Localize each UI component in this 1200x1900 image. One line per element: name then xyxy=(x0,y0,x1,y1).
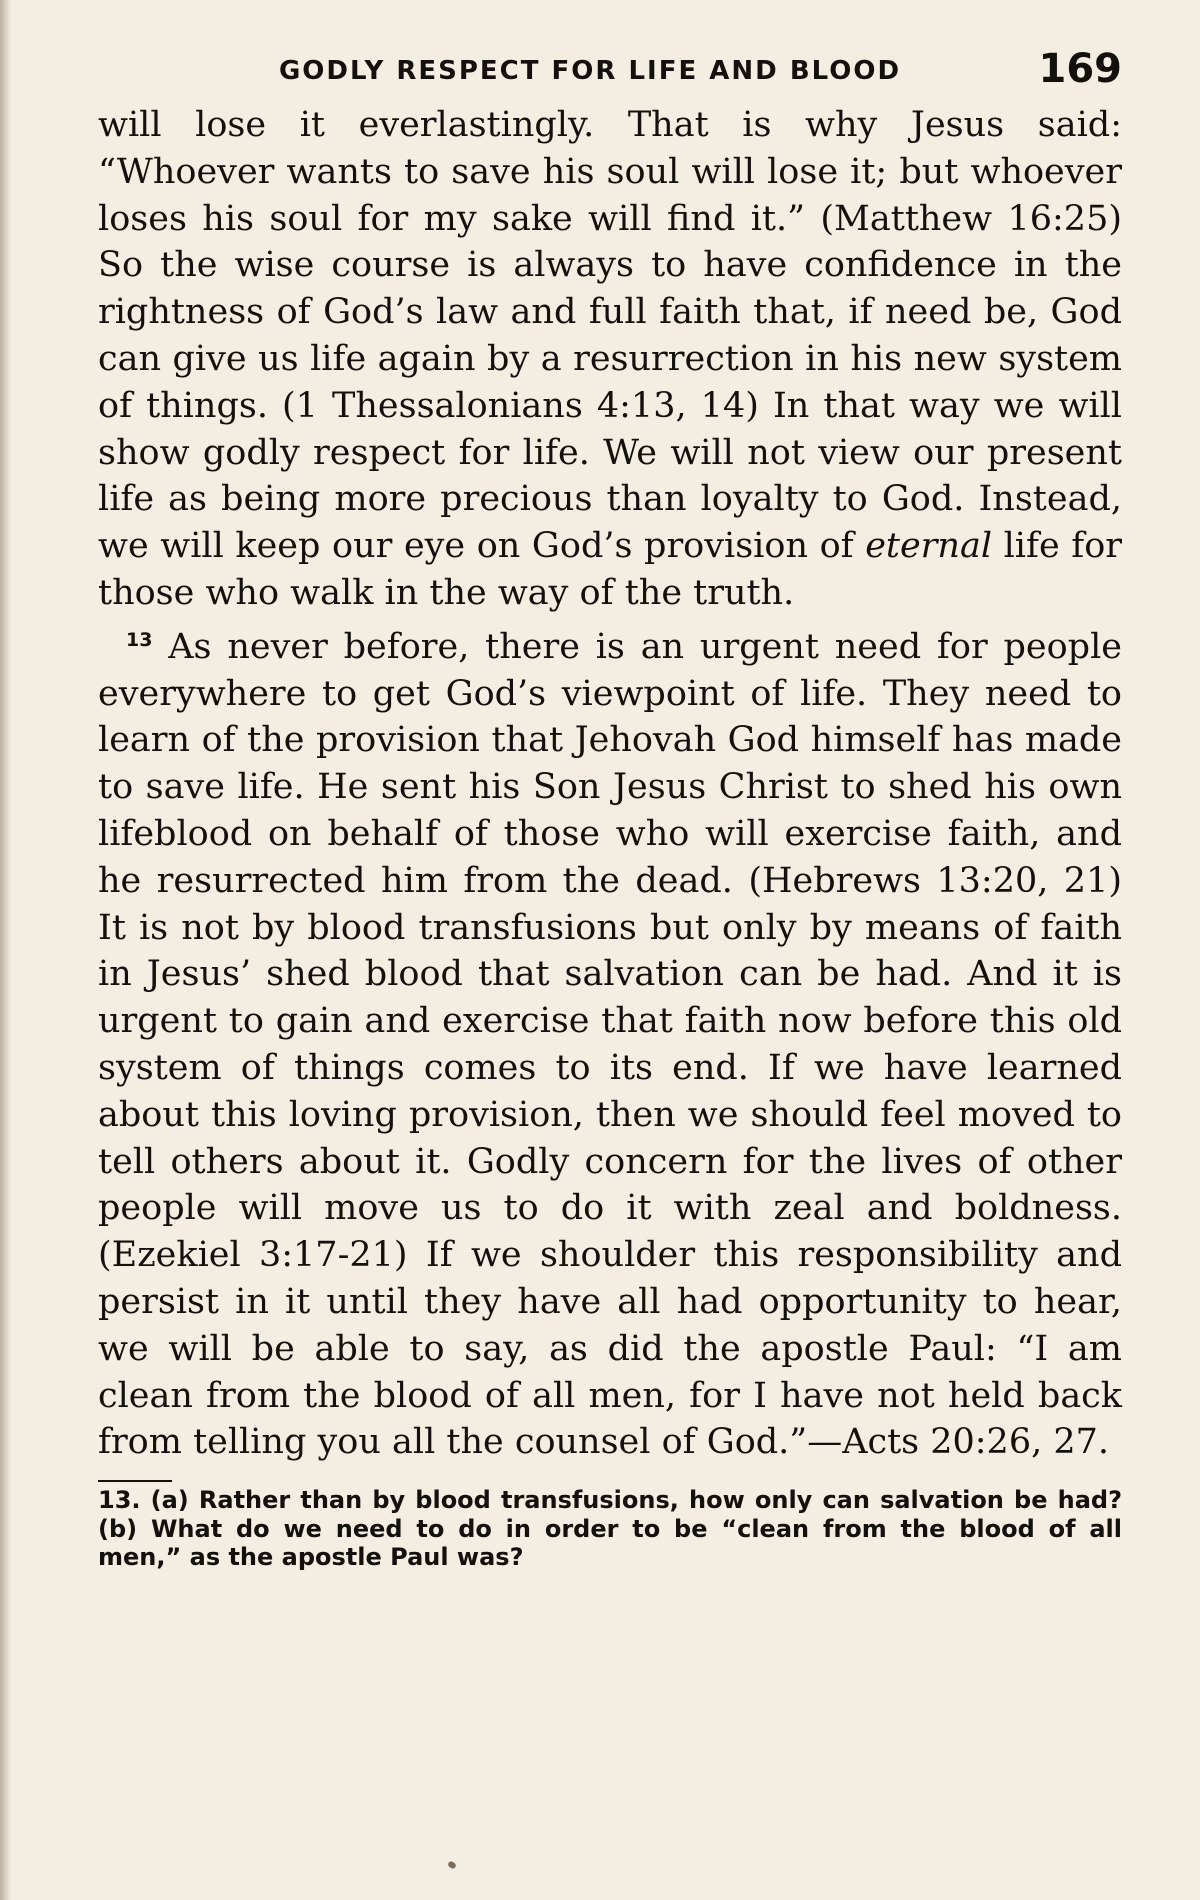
paragraph-continued-part2: life for those who walk in the way of the truth. xyxy=(98,526,1123,613)
body-text xyxy=(98,102,1122,1466)
paragraph-continued-part1: will lose it everlastingly. That is why Jesus said: “Whoever wants to save his soul will lose it; but whoever loses his soul for my sake will find it.” (Matthew 16:25) So the wise course is always to have confidence in the rightness of God’s law and full faith that, if need be, God can give us life again by a resurrection in his new system of things. (1 Thessalonians 4:13, 14) In that way we will show godly respect for life. We will not view our present life as being more precious than loyalty to God. Instead, we will keep our eye on God’s provision of xyxy=(98,105,1122,567)
paragraph-number: 13 xyxy=(126,628,153,651)
study-question-footnote: 13. (a) Rather than by blood transfusions, how only can salvation be had? (b) What do we need to do in order to be “clean from the blood of all men,” as the apostle Paul was? xyxy=(98,1486,1122,1572)
page-number: 169 xyxy=(1038,46,1122,92)
page-spine-shadow xyxy=(0,0,12,1900)
running-head xyxy=(98,46,1122,102)
paragraph-13-text: As never before, there is an urgent need for people everywhere to get God’s viewpoint of life. They need to learn of the provision that Jehovah God himself has made to save life. He sent his Son Jesus Christ to shed his own lifeblood on behalf of those who will exercise faith, and he resurrected him from the dead. (Hebrews 13:20, 21) It is not by blood transfusions but only by means of faith in Jesus’ shed blood that salvation can be had. And it is urgent to gain and exercise that faith now before this old system of things comes to its end. If we have learned about this loving provision, then we should feel moved to tell others about it. Godly concern for the lives of other people will move us to do it with zeal and boldness. (Ezekiel 3:17-21) If we shoulder this responsibility and persist in it until they have all had opportunity to hear, we will be able to say, as did the apostle Paul: “I am clean from the blood of all men, for I have not held back from telling you all the counsel of God.”—Acts 20:26, 27. xyxy=(98,626,1122,1463)
emphasis-eternal: eternal xyxy=(865,526,993,567)
paragraph-continued xyxy=(98,102,1122,617)
footnote-divider xyxy=(98,1480,172,1482)
book-page xyxy=(98,46,1122,1876)
paragraph-13 xyxy=(98,617,1122,1466)
running-title: GODLY RESPECT FOR LIFE AND BLOOD xyxy=(278,56,902,86)
